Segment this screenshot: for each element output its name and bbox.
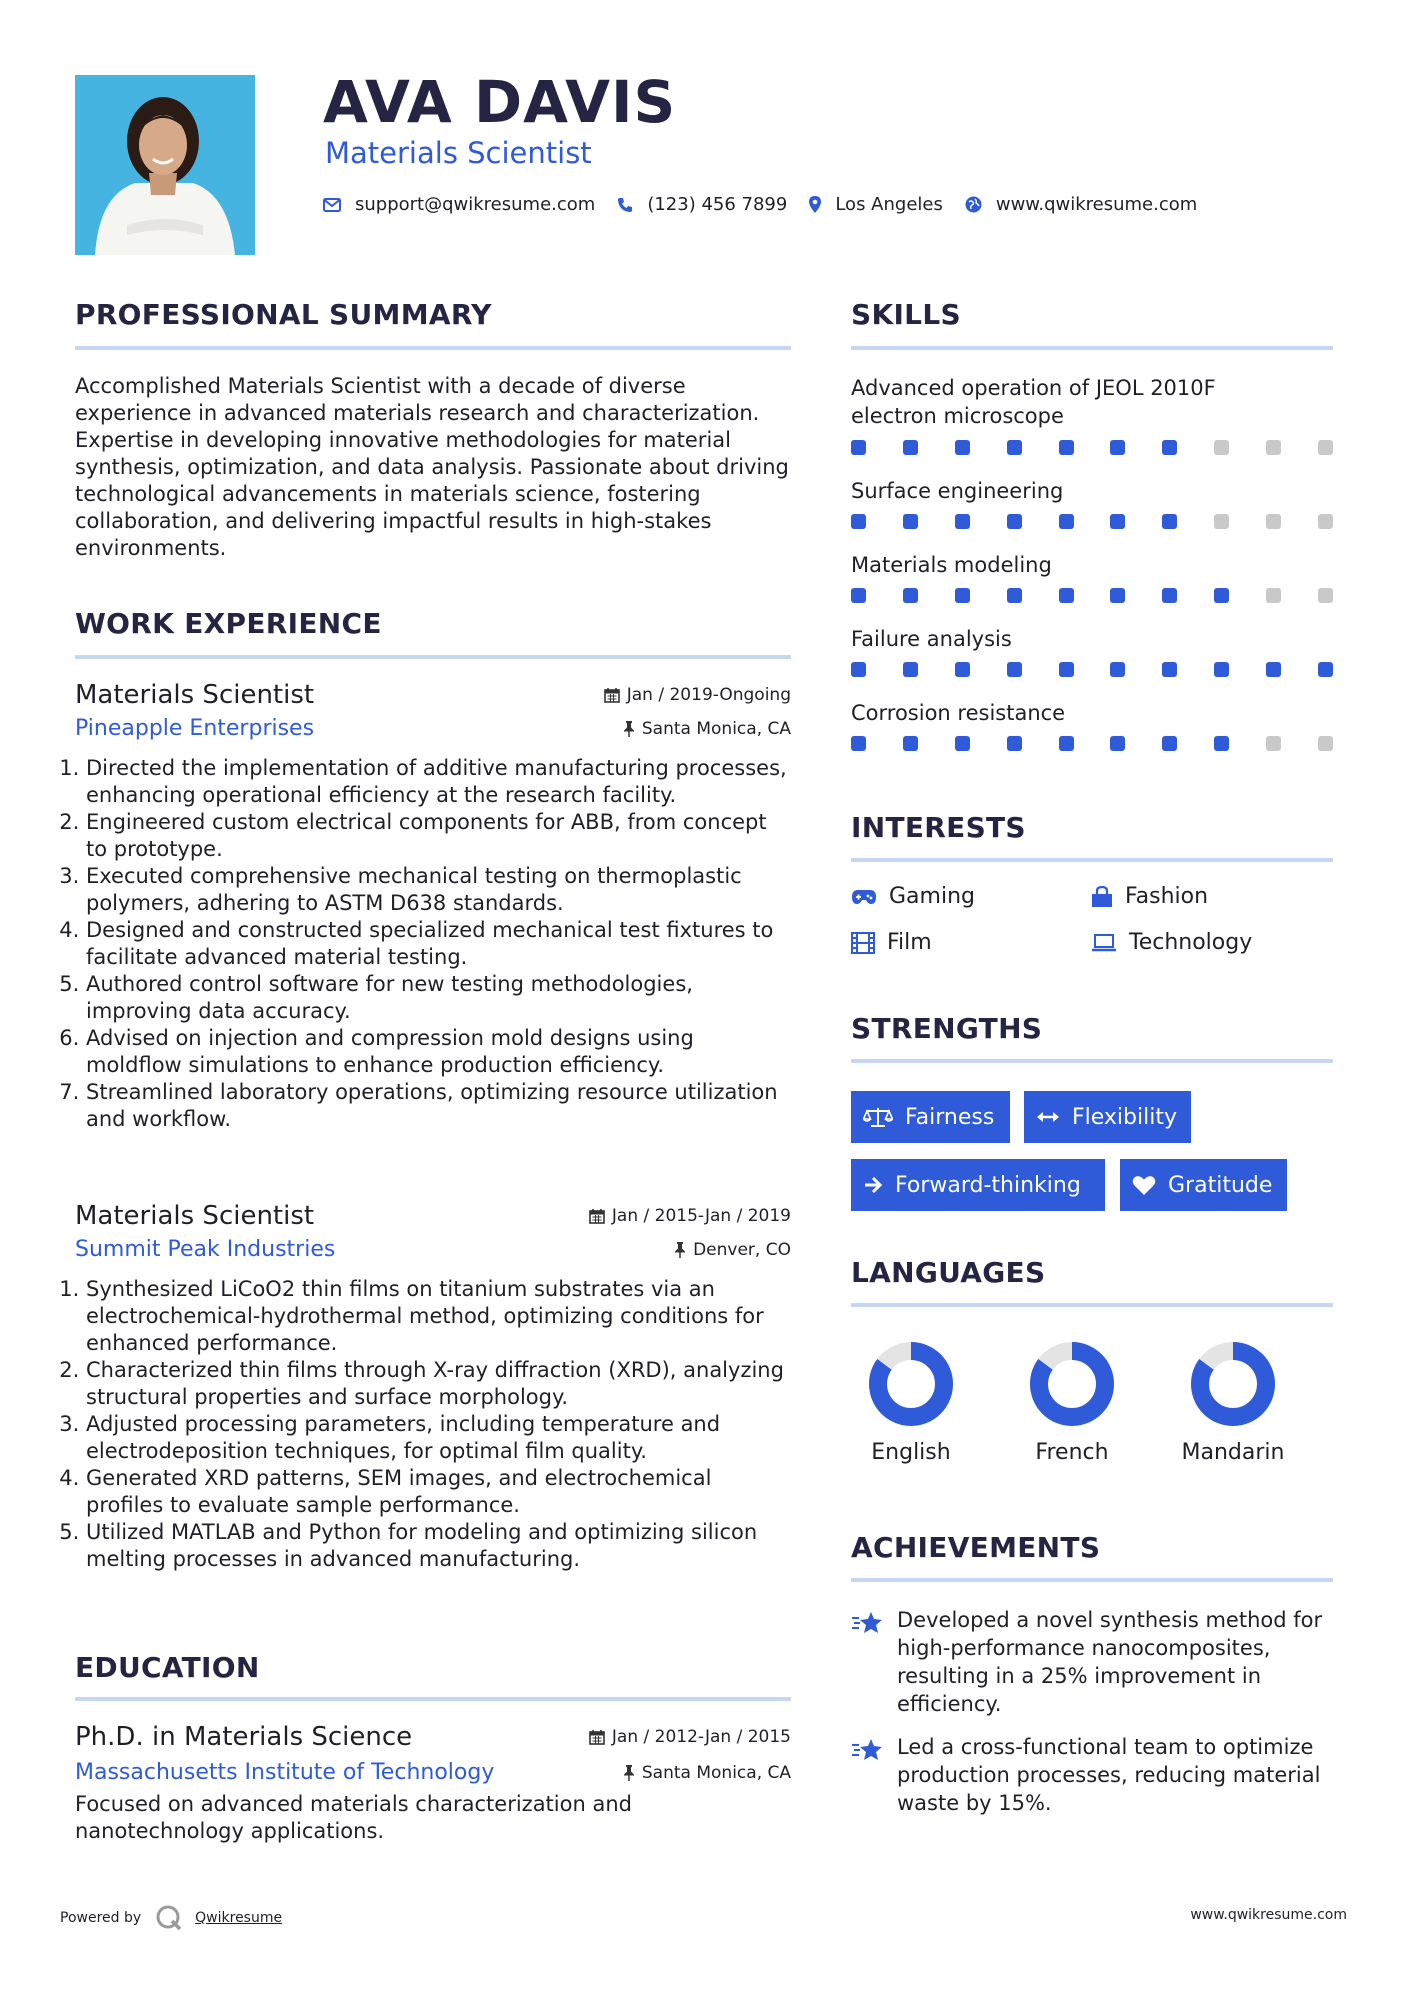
contact-phone[interactable] xyxy=(617,194,787,215)
skill-dot-empty xyxy=(1266,440,1281,455)
skill-name: Corrosion resistance xyxy=(851,701,1066,725)
education-location xyxy=(623,1763,791,1783)
powered-by-text: Powered by xyxy=(60,1910,142,1926)
strengths-heading: STRENGTHS xyxy=(851,1012,1043,1045)
skill-dot-filled xyxy=(955,440,970,455)
skill-dot-empty xyxy=(1214,440,1229,455)
skill-rating xyxy=(851,514,1333,529)
contact-website[interactable] xyxy=(965,194,1197,215)
interest-label: Film xyxy=(887,930,932,955)
skill-rating xyxy=(851,440,1333,455)
skill-dot-filled xyxy=(1214,662,1229,677)
contact-location-text: Los Angeles xyxy=(835,194,943,215)
skill-dot-filled xyxy=(1110,440,1125,455)
skill-dot-filled xyxy=(851,514,866,529)
job-bullets xyxy=(67,1276,791,1573)
qwikresume-link[interactable]: Qwikresume xyxy=(195,1910,283,1926)
arrow-right-icon xyxy=(863,1175,883,1195)
languages-heading: LANGUAGES xyxy=(851,1256,1046,1289)
list-item: 4. Designed and constructed specialized mechanical test fixtures to facilitate advanced material testing. xyxy=(86,917,791,971)
skill-dot-filled xyxy=(1059,736,1074,751)
skill-dot-empty xyxy=(1318,514,1333,529)
skill-rating xyxy=(851,662,1333,677)
strength-label: Forward-thinking xyxy=(895,1172,1081,1198)
job-dates-text: Jan / 2015-Jan / 2019 xyxy=(611,1206,791,1226)
skill-dot-filled xyxy=(903,514,918,529)
skill-dot-filled xyxy=(955,662,970,677)
company-name: Pineapple Enterprises xyxy=(75,716,315,741)
map-pin-icon xyxy=(809,196,821,213)
list-item: 5. Authored control software for new testing methodologies, improving data accuracy. xyxy=(86,971,791,1025)
candidate-name: AVA DAVIS xyxy=(323,68,677,136)
skill-name: Surface engineering xyxy=(851,479,1064,503)
arrows-horizontal-icon xyxy=(1036,1110,1060,1124)
summary-text: Accomplished Materials Scientist with a decade of diverse experience in advanced materials research and characterization. Expertise in developing innovative methodologies for material synthesis, optimization, and data analysis. Passionate about driving technological advancements in materials science, fostering collaboration, and delivering impactful results in high-stakes environments. xyxy=(75,374,789,560)
summary-heading: PROFESSIONAL SUMMARY xyxy=(75,298,492,331)
skill-dot-filled xyxy=(1162,736,1177,751)
education-location-text: Santa Monica, CA xyxy=(641,1762,791,1783)
interest-film xyxy=(851,930,932,955)
skill-dot-empty xyxy=(1318,440,1333,455)
languages-chart xyxy=(851,1336,1333,1486)
skills-heading: SKILLS xyxy=(851,298,961,331)
skill-rating xyxy=(851,736,1333,751)
profile-photo xyxy=(75,75,255,255)
footer-url[interactable]: www.qwikresume.com xyxy=(1190,1907,1347,1923)
skill-name: Failure analysis xyxy=(851,627,1012,651)
pushpin-icon xyxy=(623,1765,635,1781)
education-entry xyxy=(75,1722,791,1845)
calendar-icon xyxy=(604,687,620,703)
list-item: 6. Advised on injection and compression mold designs using moldflow simulations to enhance production efficiency. xyxy=(86,1025,791,1079)
skill-dot-filled xyxy=(1007,588,1022,603)
list-item: 5. Utilized MATLAB and Python for modeling and optimizing silicon melting processes in advanced manufacturing. xyxy=(86,1519,791,1573)
language-label: English xyxy=(871,1440,951,1465)
degree-title: Ph.D. in Materials Science xyxy=(75,1722,413,1752)
calendar-icon xyxy=(589,1208,605,1224)
skill-dot-filled xyxy=(1007,440,1022,455)
achievement-text: Developed a novel synthesis method for high-performance nanocomposites, resulting in a 25% improvement in efficiency. xyxy=(897,1608,1323,1716)
interest-label: Technology xyxy=(1129,930,1253,955)
skill-dot-filled xyxy=(955,588,970,603)
interest-technology xyxy=(1091,930,1252,955)
achievement-text: Led a cross-functional team to optimize production processes, reducing material waste by 15%. xyxy=(897,1735,1321,1815)
gamepad-icon xyxy=(851,888,877,906)
job-dates xyxy=(604,685,791,705)
strength-fairness xyxy=(851,1091,1010,1143)
list-item: 4. Generated XRD patterns, SEM images, and electrochemical profiles to evaluate sample performance. xyxy=(86,1465,791,1519)
achievements-heading: ACHIEVEMENTS xyxy=(851,1531,1101,1564)
skill-dot-filled xyxy=(1059,514,1074,529)
skill-dot-filled xyxy=(1162,440,1177,455)
skill-dot-filled xyxy=(1059,662,1074,677)
job-bullets xyxy=(67,755,791,1133)
language-ring xyxy=(1012,1336,1132,1436)
list-item: 2. Characterized thin films through X-ray diffraction (XRD), analyzing structural properties and surface morphology. xyxy=(86,1357,791,1411)
list-item: 1. Directed the implementation of additive manufacturing processes, enhancing operational efficiency at the research facility. xyxy=(86,755,791,809)
strength-label: Gratitude xyxy=(1168,1172,1273,1198)
skill-dot-empty xyxy=(1214,514,1229,529)
interest-label: Fashion xyxy=(1125,884,1209,909)
language-label: Mandarin xyxy=(1181,1440,1285,1465)
strength-label: Fairness xyxy=(905,1104,995,1130)
education-dates-text: Jan / 2012-Jan / 2015 xyxy=(611,1727,791,1747)
skill-dot-filled xyxy=(1214,736,1229,751)
skill-dot-filled xyxy=(1059,440,1074,455)
interest-label: Gaming xyxy=(889,884,975,909)
work-divider xyxy=(75,655,791,659)
list-item: 1. Synthesized LiCoO2 thin films on titanium substrates via an electrochemical-hydrothermal method, optimizing conditions for enhanced performance. xyxy=(86,1276,791,1357)
skill-dot-empty xyxy=(1318,588,1333,603)
list-item: 7. Streamlined laboratory operations, optimizing resource utilization and workflow. xyxy=(86,1079,791,1133)
strength-label: Flexibility xyxy=(1072,1104,1177,1130)
skill-dot-filled xyxy=(1007,662,1022,677)
pushpin-icon xyxy=(674,1242,686,1258)
strength-gratitude xyxy=(1120,1159,1287,1211)
balance-scale-icon xyxy=(863,1106,893,1128)
education-description: Focused on advanced materials characterization and nanotechnology applications. xyxy=(75,1792,632,1843)
school-name: Massachusetts Institute of Technology xyxy=(75,1760,495,1785)
shooting-star-icon xyxy=(851,1610,883,1636)
contact-email-text: support@qwikresume.com xyxy=(355,194,596,215)
company-name: Summit Peak Industries xyxy=(75,1237,336,1262)
languages-divider xyxy=(851,1303,1333,1307)
skill-dot-filled xyxy=(851,736,866,751)
skill-dot-filled xyxy=(955,514,970,529)
job-location-text: Santa Monica, CA xyxy=(641,718,791,739)
job-entry xyxy=(75,1201,791,1573)
summary-divider xyxy=(75,346,791,350)
list-item: 2. Engineered custom electrical components for ABB, from concept to prototype. xyxy=(86,809,791,863)
skill-dot-filled xyxy=(1162,514,1177,529)
strengths-divider xyxy=(851,1059,1333,1063)
contact-email[interactable] xyxy=(323,194,595,215)
contact-website-text: www.qwikresume.com xyxy=(995,194,1198,215)
contact-phone-text: (123) 456 7899 xyxy=(647,194,788,215)
job-title: Materials Scientist xyxy=(75,1201,315,1231)
skill-dot-filled xyxy=(903,662,918,677)
contact-bar xyxy=(323,194,1219,215)
job-location-text: Denver, CO xyxy=(693,1239,791,1260)
job-dates xyxy=(589,1206,791,1226)
envelope-icon xyxy=(323,198,341,212)
skill-dot-filled xyxy=(1110,736,1125,751)
strength-flexibility xyxy=(1024,1091,1191,1143)
skill-dot-filled xyxy=(851,440,866,455)
contact-location xyxy=(809,194,943,215)
shopping-bag-icon xyxy=(1091,886,1113,908)
job-entry xyxy=(75,680,791,1133)
language-item xyxy=(851,1336,971,1465)
education-divider xyxy=(75,1697,791,1701)
skill-dot-filled xyxy=(955,736,970,751)
interests-divider xyxy=(851,858,1333,862)
interests-heading: INTERESTS xyxy=(851,811,1026,844)
strength-forward-thinking xyxy=(851,1159,1105,1211)
skill-name: Materials modeling xyxy=(851,553,1052,577)
skill-dot-empty xyxy=(1266,588,1281,603)
laptop-icon xyxy=(1091,934,1117,952)
film-icon xyxy=(851,932,875,954)
achievement-item xyxy=(851,1606,1333,1718)
skill-dot-filled xyxy=(1214,588,1229,603)
skill-dot-filled xyxy=(1007,514,1022,529)
globe-icon xyxy=(965,196,982,213)
language-item xyxy=(1173,1336,1293,1465)
skill-dot-empty xyxy=(1266,514,1281,529)
skill-dot-filled xyxy=(851,662,866,677)
skill-dot-filled xyxy=(1110,514,1125,529)
skill-item xyxy=(851,374,1281,430)
phone-icon xyxy=(617,197,633,213)
education-heading: EDUCATION xyxy=(75,1651,260,1684)
skill-dot-filled xyxy=(1059,588,1074,603)
heart-icon xyxy=(1132,1175,1156,1196)
skill-dot-filled xyxy=(1162,662,1177,677)
shooting-star-icon xyxy=(851,1737,883,1763)
skill-name: Advanced operation of JEOL 2010F electron microscope xyxy=(851,376,1216,428)
skill-dot-filled xyxy=(1110,588,1125,603)
candidate-title: Materials Scientist xyxy=(325,136,592,170)
job-location xyxy=(623,719,791,739)
interest-gaming xyxy=(851,884,975,909)
education-dates xyxy=(589,1727,791,1747)
achievements-divider xyxy=(851,1578,1333,1582)
achievement-item xyxy=(851,1733,1333,1817)
skills-divider xyxy=(851,346,1333,350)
skill-dot-filled xyxy=(903,588,918,603)
job-title: Materials Scientist xyxy=(75,680,315,710)
list-item: 3. Adjusted processing parameters, including temperature and electrodeposition techniques, for optimal film quality. xyxy=(86,1411,791,1465)
skill-dot-filled xyxy=(1110,662,1125,677)
footer-powered-by xyxy=(60,1904,282,1932)
language-label: French xyxy=(1035,1440,1109,1465)
language-item xyxy=(1012,1336,1132,1465)
calendar-icon xyxy=(589,1729,605,1745)
language-ring xyxy=(1173,1336,1293,1436)
skill-dot-filled xyxy=(1007,736,1022,751)
skill-dot-filled xyxy=(903,440,918,455)
list-item: 3. Executed comprehensive mechanical testing on thermoplastic polymers, adhering to ASTM D638 standards. xyxy=(86,863,791,917)
pushpin-icon xyxy=(623,721,635,737)
skill-dot-filled xyxy=(851,588,866,603)
interest-fashion xyxy=(1091,884,1208,909)
skill-dot-filled xyxy=(903,736,918,751)
job-dates-text: Jan / 2019-Ongoing xyxy=(626,685,791,705)
work-heading: WORK EXPERIENCE xyxy=(75,607,382,640)
skill-dot-empty xyxy=(1318,736,1333,751)
skill-dot-empty xyxy=(1266,736,1281,751)
job-location xyxy=(674,1240,791,1260)
language-ring xyxy=(851,1336,971,1436)
skill-dot-filled xyxy=(1162,588,1177,603)
skill-rating xyxy=(851,588,1333,603)
skill-dot-filled xyxy=(1318,662,1333,677)
qwikresume-logo-icon xyxy=(155,1904,183,1932)
skills-list xyxy=(851,374,1333,751)
skill-dot-filled xyxy=(1266,662,1281,677)
